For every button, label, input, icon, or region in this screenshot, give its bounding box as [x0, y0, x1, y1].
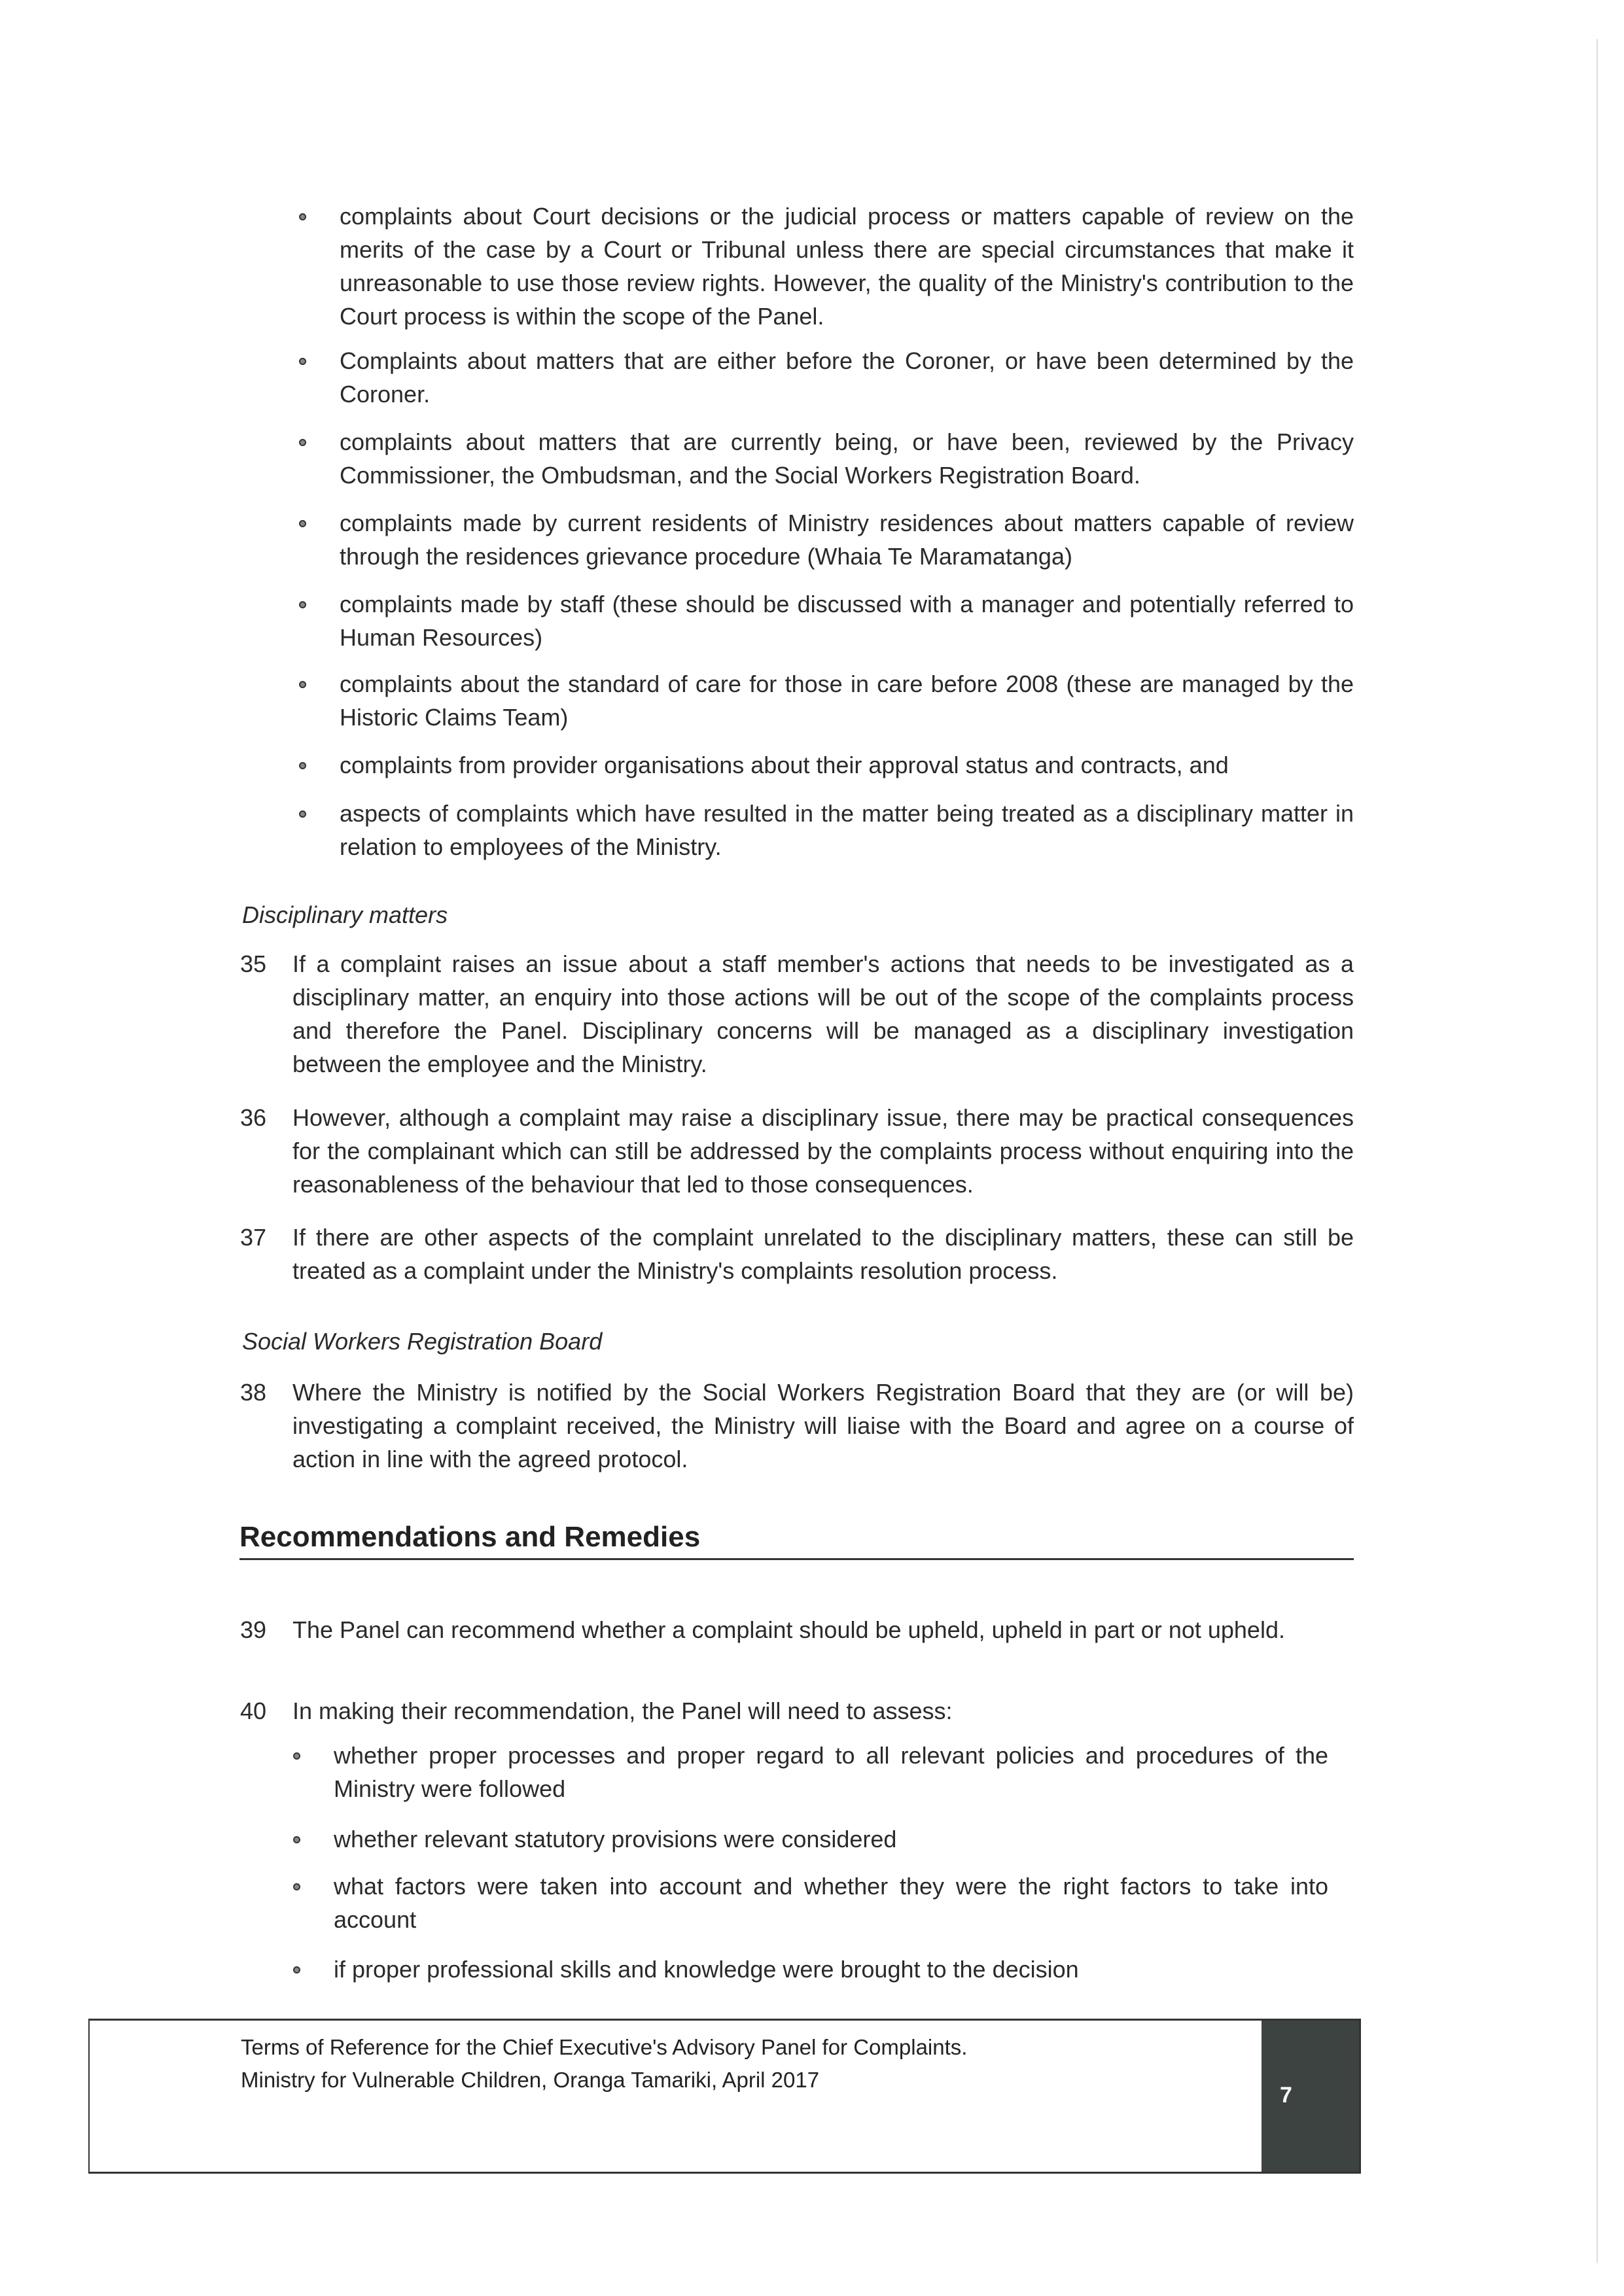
numbered-paragraph — [240, 947, 1354, 1081]
bullet-item — [334, 1822, 1328, 1856]
bullet-icon — [299, 762, 306, 769]
paragraph-text: If there are other aspects of the complaint unrelated to the disciplinary matters, these can still be treated as a complaint under the Ministry's complaints resolution process. — [292, 1224, 1354, 1284]
bullet-icon — [293, 1836, 300, 1843]
bullet-item — [340, 667, 1354, 734]
bullet-item — [340, 506, 1354, 573]
paragraph-text: However, although a complaint may raise a disciplinary issue, there may be practical consequences for the complainant which can still be addressed by the complaints process without enquiring into the reasonableness of the behaviour that led to those consequences. — [292, 1104, 1354, 1198]
bullet-icon — [299, 681, 306, 688]
bullet-text: complaints made by current residents of Ministry residences about matters capable of review through the residences grievance procedure (Whaia Te Maramatanga) — [340, 510, 1354, 570]
bullet-text: complaints about the standard of care for those in care before 2008 (these are managed by the Historic Claims Team) — [340, 670, 1354, 731]
bullet-item — [334, 1870, 1328, 1936]
paragraph-number: 35 — [240, 950, 267, 977]
numbered-paragraph — [240, 1101, 1354, 1201]
paragraph-text: In making their recommendation, the Panel will need to assess: — [292, 1697, 953, 1724]
scan-edge — [1597, 39, 1598, 2263]
bullet-icon — [293, 1966, 300, 1974]
paragraph-text: Where the Ministry is notified by the Social Workers Registration Board that they are (or will be) investigating a complaint received, the Ministry will liaise with the Board and agree on a course of action in line with the agreed protocol. — [292, 1379, 1354, 1472]
bullet-text: whether relevant statutory provisions were considered — [334, 1826, 897, 1852]
paragraph-text: If a complaint raises an issue about a staff member's actions that needs to be investigated as a disciplinary matter, an enquiry into those actions will be out of the scope of the complaints process and therefore the Panel. Disciplinary concerns will be managed as a disciplinary investigation between the employee and the Ministry. — [292, 950, 1354, 1077]
paragraph-text: The Panel can recommend whether a complaint should be upheld, upheld in part or not upheld. — [292, 1616, 1285, 1643]
bullet-item — [340, 748, 1354, 782]
paragraph-number: 37 — [240, 1224, 267, 1251]
bullet-text: aspects of complaints which have resulted in the matter being treated as a disciplinary matter in relation to employees of the Ministry. — [340, 800, 1354, 860]
numbered-paragraph — [240, 1221, 1354, 1287]
page-footer — [88, 2019, 1361, 2174]
bullet-item — [334, 1739, 1328, 1805]
bullet-icon — [299, 213, 306, 220]
footer-title: Terms of Reference for the Chief Executive's Advisory Panel for Complaints. — [241, 2035, 968, 2059]
bullet-icon — [293, 1752, 300, 1760]
bullet-item — [340, 425, 1354, 492]
numbered-paragraph — [240, 1613, 1354, 1646]
bullet-text: complaints made by staff (these should be discussed with a manager and potentially referred to Human Resources) — [340, 591, 1354, 651]
bullet-text: what factors were taken into account and whether they were the right factors to take into account — [334, 1873, 1328, 1933]
bullet-text: whether proper processes and proper regard to all relevant policies and procedures of the Ministry were followed — [334, 1742, 1328, 1802]
bullet-text: complaints about matters that are currently being, or have been, reviewed by the Privacy Commissioner, the Ombudsman, and the Social Workers Registration Board. — [340, 428, 1354, 489]
bullet-item — [340, 344, 1354, 411]
subheading-disciplinary: Disciplinary matters — [242, 901, 448, 928]
page-number: 7 — [1280, 2083, 1292, 2108]
bullet-text: complaints from provider organisations about their approval status and contracts, and — [340, 752, 1229, 778]
bullet-item — [340, 200, 1354, 333]
bullet-text: if proper professional skills and knowledge were brought to the decision — [334, 1956, 1079, 1983]
paragraph-number: 39 — [240, 1616, 267, 1643]
bullet-item — [340, 797, 1354, 863]
bullet-icon — [299, 520, 306, 527]
page-number-box — [1262, 2021, 1359, 2172]
bullet-icon — [299, 810, 306, 818]
footer-subtitle: Ministry for Vulnerable Children, Oranga Tamariki, April 2017 — [241, 2068, 820, 2092]
bullet-item — [340, 587, 1354, 654]
bullet-item — [334, 1953, 1328, 1986]
subheading-swrb: Social Workers Registration Board — [242, 1328, 603, 1355]
paragraph-number: 38 — [240, 1379, 267, 1406]
bullet-icon — [293, 1883, 300, 1890]
heading-rule — [239, 1558, 1354, 1560]
bullet-text: Complaints about matters that are either before the Coroner, or have been determined by the Coroner. — [340, 347, 1354, 408]
bullet-icon — [299, 601, 306, 608]
section-heading-recommendations: Recommendations and Remedies — [239, 1521, 701, 1553]
bullet-icon — [299, 439, 306, 446]
paragraph-number: 40 — [240, 1697, 267, 1724]
numbered-paragraph — [240, 1694, 1354, 1728]
bullet-icon — [299, 358, 306, 365]
bullet-text: complaints about Court decisions or the judicial process or matters capable of review on the merits of the case by a Court or Tribunal unless there are special circumstances that make it unreasonable to use those review rights. However, the quality of the Ministry's contribution to the Court process is within the scope of the Panel. — [340, 203, 1354, 330]
numbered-paragraph — [240, 1376, 1354, 1476]
paragraph-number: 36 — [240, 1104, 267, 1131]
